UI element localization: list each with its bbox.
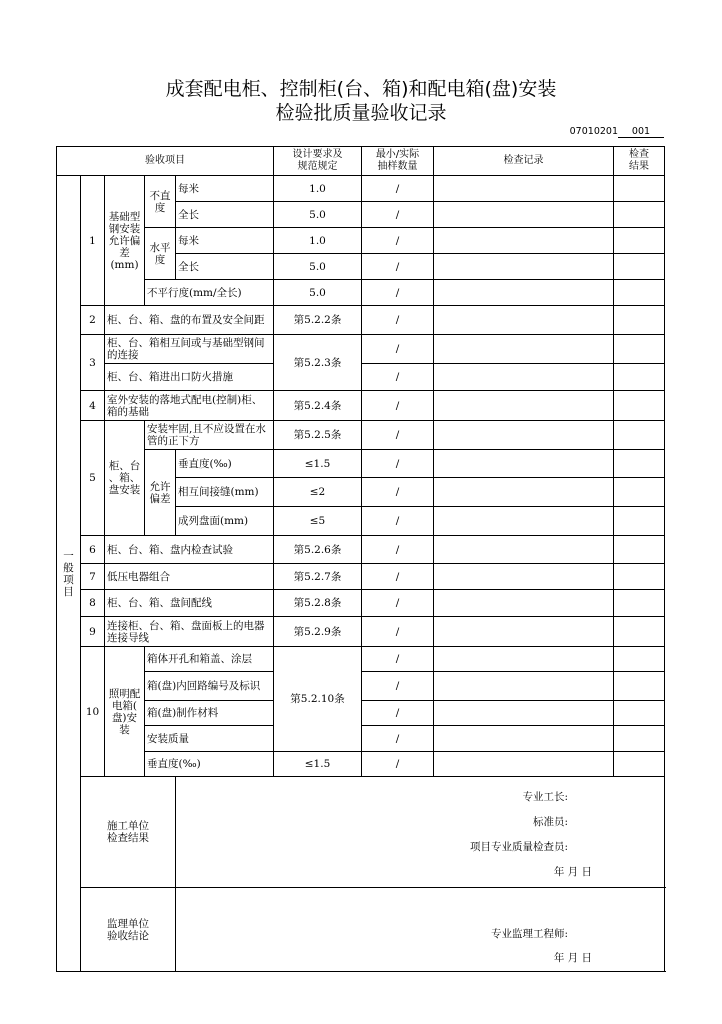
spec-value: ≤2 [274,478,362,507]
spec-clause: 第5.2.7条 [274,564,362,590]
sample-slash: / [362,280,434,306]
sample-slash: / [362,176,434,202]
check-record-cell[interactable] [434,391,614,421]
check-record-cell[interactable] [434,421,614,450]
item-number: 9 [81,617,105,647]
check-result-cell[interactable] [614,335,665,364]
item-description: 箱(盘)制作材料 [145,701,274,726]
check-record-cell[interactable] [434,507,614,536]
allowed-deviation-label: 允许 偏差 [145,450,176,536]
item-number: 4 [81,391,105,421]
form-serial-number: 001 [618,126,664,138]
straightness-label: 不直 度 [145,176,176,228]
sample-slash: / [362,647,434,672]
item-description: 柜、台、箱相互间或与基础型钢间的连接 [105,335,274,364]
sample-slash: / [362,617,434,647]
item-description: 垂直度(‰) [145,752,274,777]
quality-inspector-label: 项目专业质量检查员: [469,841,568,853]
check-record-cell[interactable] [434,701,614,726]
check-result-cell[interactable] [614,507,665,536]
spec-value: 1.0 [274,228,362,254]
item-description: 柜、台、箱、盘的布置及安全间距 [105,306,274,335]
check-record-cell[interactable] [434,202,614,228]
item5-group-label: 柜、台 、箱、 盘安装 [105,421,145,536]
item10-group-label: 照明配 电箱( 盘)安 装 [105,647,145,777]
check-record-cell[interactable] [434,617,614,647]
check-result-cell[interactable] [614,202,665,228]
check-record-cell[interactable] [434,672,614,701]
sample-slash: / [362,364,434,391]
item-number: 8 [81,590,105,617]
full-length-label: 全长 [176,202,274,228]
header-design: 设计要求及 规范规定 [274,147,362,176]
table-row [57,176,665,202]
check-record-cell[interactable] [434,176,614,202]
table-row [57,335,665,364]
sample-slash: / [362,335,434,364]
sample-slash: / [362,306,434,335]
check-result-cell[interactable] [614,280,665,306]
spec-value: ≤5 [274,507,362,536]
spec-clause: 第5.2.2条 [274,306,362,335]
table-row [57,280,665,306]
check-record-cell[interactable] [434,590,614,617]
check-result-cell[interactable] [614,228,665,254]
check-record-cell[interactable] [434,726,614,752]
per-meter-label: 每米 [176,228,274,254]
check-record-cell[interactable] [434,564,614,590]
check-result-cell[interactable] [614,306,665,335]
check-record-cell[interactable] [434,536,614,564]
table-row [57,421,665,450]
check-result-cell[interactable] [614,726,665,752]
sample-slash: / [362,450,434,478]
check-result-cell[interactable] [614,752,665,777]
item-number: 3 [81,335,105,391]
table-row [57,536,665,564]
item-description: 柜、台、箱、盘内检查试验 [105,536,274,564]
sample-slash: / [362,590,434,617]
table-row [57,450,665,478]
construction-date: 年 月 日 [553,866,592,878]
item-number: 6 [81,536,105,564]
sample-slash: / [362,421,434,450]
check-result-cell[interactable] [614,536,665,564]
vertical-label: 垂直度(‰) [176,450,274,478]
form-code-number: 07010201 [569,126,618,137]
table-row [57,752,665,777]
check-result-cell[interactable] [614,421,665,450]
sample-slash: / [362,478,434,507]
item-description: 箱(盘)内回路编号及标识 [145,672,274,701]
item-description: 室外安装的落地式配电(控制)柜、箱的基础 [105,391,274,421]
supervision-date: 年 月 日 [553,952,592,964]
sample-slash: / [362,564,434,590]
sample-slash: / [362,391,434,421]
sample-slash: / [362,507,434,536]
sample-slash: / [362,536,434,564]
check-record-cell[interactable] [434,478,614,507]
table-row [57,617,665,647]
item-description: 安装牢固,且不应设置在水管的正下方 [145,421,274,450]
item-description: 柜、台、箱进出口防火措施 [105,364,274,391]
spec-clause: 第5.2.9条 [274,617,362,647]
check-result-cell[interactable] [614,176,665,202]
foreman-label: 专业工长: [522,791,568,803]
spec-clause: 第5.2.3条 [274,335,362,391]
check-record-cell[interactable] [434,254,614,280]
supervision-engineer-label: 专业监理工程师: [490,928,568,940]
per-meter-label: 每米 [176,176,274,202]
spec-value: 5.0 [274,202,362,228]
check-record-cell[interactable] [434,335,614,364]
table-row [57,306,665,335]
check-result-cell[interactable] [614,701,665,726]
check-result-cell[interactable] [614,391,665,421]
item1-group-label: 基础型 钢安装 允许偏 差 (mm) [105,176,145,306]
check-record-cell[interactable] [434,364,614,391]
check-record-cell[interactable] [434,280,614,306]
check-result-cell[interactable] [614,478,665,507]
spec-value: ≤1.5 [274,752,362,777]
check-result-cell[interactable] [614,647,665,672]
check-result-cell[interactable] [614,672,665,701]
check-record-cell[interactable] [434,450,614,478]
full-length-label: 全长 [176,254,274,280]
item-number: 2 [81,306,105,335]
item-description: 低压电器组合 [105,564,274,590]
check-record-cell[interactable] [434,306,614,335]
table-row [57,391,665,421]
spec-value: 1.0 [274,176,362,202]
inspection-table [56,146,665,972]
sample-slash: / [362,752,434,777]
spec-value: 5.0 [274,254,362,280]
sample-slash: / [362,672,434,701]
form-title-line2: 检验批质量验收记录 [275,102,447,124]
table-row [57,647,665,672]
check-result-cell[interactable] [614,617,665,647]
spec-clause: 第5.2.8条 [274,590,362,617]
item-number: 10 [81,647,105,777]
spec-clause: 第5.2.5条 [274,421,362,450]
check-result-cell[interactable] [614,590,665,617]
header-result: 检查 结果 [614,147,665,176]
header-item: 验收项目 [57,147,274,176]
spec-clause: 第5.2.4条 [274,391,362,421]
item-description: 安装质量 [145,726,274,752]
sample-slash: / [362,228,434,254]
header-record: 检查记录 [434,147,614,176]
joint-label: 相互间接缝(mm) [176,478,274,507]
sample-slash: / [362,254,434,280]
table-row [57,564,665,590]
sample-slash: / [362,726,434,752]
form-code [570,126,664,138]
spec-value: 5.0 [274,280,362,306]
header-sample: 最小/实际 抽样数量 [362,147,434,176]
sample-slash: / [362,701,434,726]
item-number: 1 [81,176,105,306]
item-description: 箱体开孔和箱盖、涂层 [145,647,274,672]
row-face-label: 成列盘面(mm) [176,507,274,536]
parallelism-label: 不平行度(mm/全长) [145,280,274,306]
item-number: 7 [81,564,105,590]
category-general-items: 一 般 项 目 [57,176,81,972]
table-row [57,590,665,617]
check-result-cell[interactable] [614,450,665,478]
supervision-label: 监理单位 验收结论 [81,888,176,972]
sample-slash: / [362,202,434,228]
item-description: 柜、台、箱、盘间配线 [105,590,274,617]
levelness-label: 水平 度 [145,228,176,280]
table-header-row [57,147,665,176]
supervision-row [57,888,665,972]
check-result-cell[interactable] [614,364,665,391]
standard-officer-label: 标准员: [532,816,568,828]
construction-label: 施工单位 检查结果 [81,777,176,888]
form-title-line1: 成套配电柜、控制柜(台、箱)和配电箱(盘)安装 [165,78,557,100]
supervision-signature-area[interactable] [176,888,665,972]
check-result-cell[interactable] [614,564,665,590]
construction-result-row [57,777,665,888]
check-record-cell[interactable] [434,228,614,254]
check-record-cell[interactable] [434,752,614,777]
spec-value: ≤1.5 [274,450,362,478]
spec-clause: 第5.2.10条 [274,647,362,752]
check-record-cell[interactable] [434,647,614,672]
construction-signature-area[interactable] [176,777,665,888]
spec-clause: 第5.2.6条 [274,536,362,564]
table-row [57,228,665,254]
item-description: 连接柜、台、箱、盘面板上的电器连接导线 [105,617,274,647]
check-result-cell[interactable] [614,254,665,280]
item-number: 5 [81,421,105,536]
